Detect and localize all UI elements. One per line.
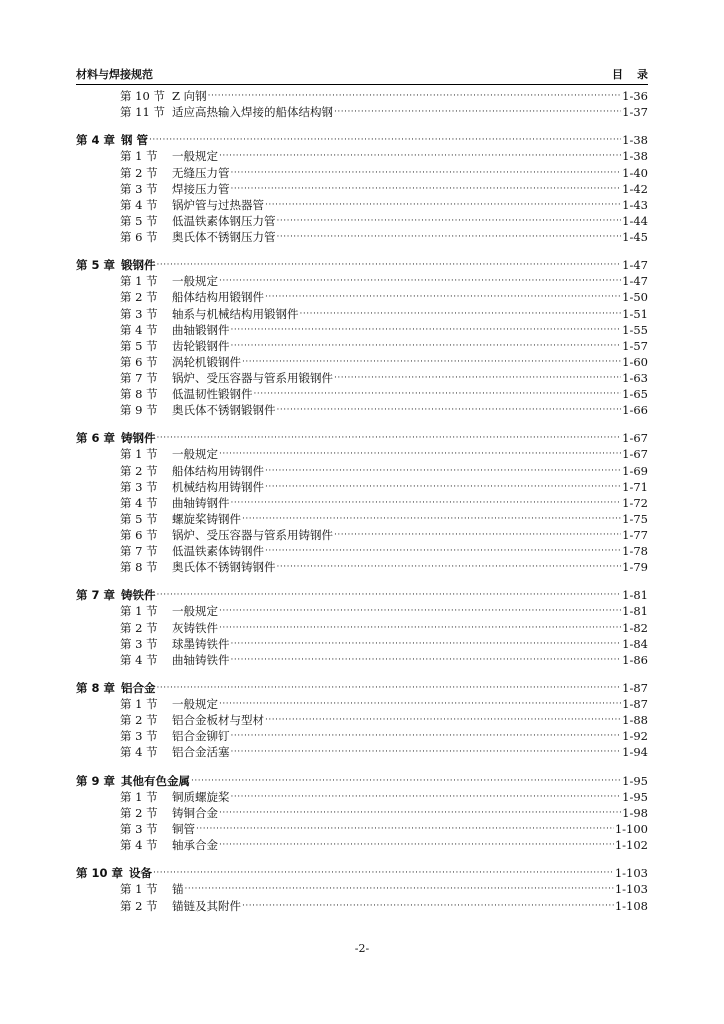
section-number: 第 2 节 [120,805,158,820]
leader-dots [157,587,622,603]
chapter-number: 第 5 章 [76,258,116,273]
section-page: 1-40 [622,165,648,180]
section-title: 一般规定 [172,697,218,712]
section-number: 第 1 节 [120,447,158,462]
toc-section-entry[interactable] [76,148,648,164]
chapter-number: 第 10 章 [76,866,124,881]
section-page: 1-57 [622,338,648,353]
section-number: 第 4 节 [120,322,158,337]
section-title: 无缝压力管 [172,165,230,180]
section-page: 1-37 [622,105,648,120]
section-page: 1-78 [622,544,648,558]
section-number: 第 3 节 [120,479,158,494]
section-number: 第 4 节 [120,652,158,667]
document-title: 材料与焊接规范 [76,68,153,81]
leader-dots [157,430,622,446]
leader-dots [219,620,621,636]
toc-section-entry[interactable] [76,696,648,712]
section-title: 灰铸铁件 [172,620,218,635]
toc-section-entry[interactable] [76,306,648,322]
toc-section-entry[interactable] [76,181,648,197]
toc-section-entry[interactable] [76,322,648,338]
section-page: 1-98 [622,805,648,820]
leader-dots [219,273,621,289]
toc-section-entry[interactable] [76,652,648,668]
toc-section-entry[interactable] [76,88,648,104]
section-number: 第 7 节 [120,544,158,558]
section-number: 第 10 节 [120,89,165,103]
section-page: 1-67 [622,447,648,462]
toc-chapter-entry[interactable] [76,257,648,273]
section-title: 曲轴铸铁件 [172,652,230,667]
section-title: 涡轮机锻钢件 [172,354,241,369]
leader-dots [157,680,622,696]
toc-chapter-entry[interactable] [76,132,648,148]
section-title: 低温韧性锻钢件 [172,386,253,401]
toc-section-entry[interactable] [76,495,648,511]
leader-dots [265,463,621,479]
section-page: 1-92 [622,729,648,744]
toc-chapter-entry[interactable] [76,773,648,789]
section-title: 船体结构用铸钢件 [172,463,264,478]
section-page: 1-79 [622,560,648,575]
section-number: 第 3 节 [120,181,158,196]
section-page: 1-38 [622,149,648,164]
section-page: 1-69 [622,463,648,478]
leader-dots [242,898,614,914]
section-page: 1-77 [622,527,648,542]
section-title: 轴系与机械结构用锻钢件 [172,306,299,321]
section-number: 第 2 节 [120,898,158,913]
chapter-title: 钢 管 [121,133,149,148]
leader-dots [265,543,621,559]
leader-dots [231,322,622,338]
section-title: 锅炉、受压容器与管系用铸钢件 [172,527,333,542]
toc-section-entry[interactable] [76,543,648,559]
toc-section-entry[interactable] [76,165,648,181]
section-number: 第 9 节 [120,403,158,418]
page-header [76,66,662,85]
leader-dots [242,511,621,527]
leader-dots [219,696,621,712]
toc-section-entry[interactable] [76,354,648,370]
section-page: 1-60 [622,354,648,369]
section-title: 奥氏体不锈钢锻钢件 [172,403,276,418]
section-number: 第 11 节 [120,105,165,120]
group-spacer [76,418,648,430]
section-number: 第 2 节 [120,290,158,305]
leader-dots [254,386,622,402]
toc-section-entry[interactable] [76,463,648,479]
section-title: 机械结构用铸钢件 [172,479,264,494]
section-title: 球墨铸铁件 [172,636,230,651]
leader-dots [219,805,621,821]
section-title: 一般规定 [172,274,218,289]
section-number: 第 5 节 [120,213,158,228]
leader-dots [277,229,622,245]
section-number: 第 2 节 [120,463,158,478]
section-page: 1-47 [622,274,648,289]
toc-section-entry[interactable] [76,620,648,636]
leader-dots [219,837,614,853]
toc-section-entry[interactable] [76,712,648,728]
group-spacer [76,575,648,587]
chapter-page: 1-67 [622,431,648,446]
toc-chapter-entry[interactable] [76,587,648,603]
group-spacer [76,245,648,257]
toc-section-entry[interactable] [76,881,648,897]
toc-section-entry[interactable] [76,805,648,821]
chapter-number: 第 9 章 [76,773,116,788]
section-title: 齿轮锻钢件 [172,338,230,353]
section-title: 铜管 [172,821,195,836]
leader-dots [242,354,621,370]
section-title: 曲轴锻钢件 [172,322,230,337]
section-page: 1-108 [614,898,648,913]
section-number: 第 6 节 [120,354,158,369]
section-page: 1-103 [614,882,648,897]
section-page: 1-50 [622,290,648,305]
section-number: 第 4 节 [120,745,158,760]
section-title: 铝合金活塞 [172,745,230,760]
leader-dots [219,603,621,619]
section-page: 1-63 [622,370,648,385]
section-page: 1-42 [622,181,648,196]
section-title: 锚链及其附件 [172,898,241,913]
leader-dots [231,652,622,668]
section-number: 第 1 节 [120,697,158,712]
section-title: 适应高热输入焊接的船体结构钢 [172,105,333,120]
toc-section-entry[interactable] [76,636,648,652]
leader-dots [265,289,621,305]
toc-section-entry[interactable] [76,213,648,229]
section-number: 第 5 节 [120,511,158,526]
leader-dots [334,370,621,386]
chapter-number: 第 4 章 [76,133,116,148]
leader-dots [334,104,621,120]
section-title: 锅炉、受压容器与管系用锻钢件 [172,370,333,385]
leader-dots [231,744,622,760]
toc-section-entry[interactable] [76,289,648,305]
section-page: 1-55 [622,322,648,337]
section-page: 1-72 [622,495,648,510]
leader-dots [231,165,622,181]
toc-section-entry[interactable] [76,446,648,462]
chapter-number: 第 7 章 [76,588,116,603]
leader-dots [231,636,622,652]
section-page: 1-87 [622,697,648,712]
section-title: 螺旋桨铸钢件 [172,511,241,526]
section-title: 焊接压力管 [172,181,230,196]
leader-dots [219,148,621,164]
leader-dots [185,881,614,897]
leader-dots [196,821,614,837]
section-title: 低温铁素体铸钢件 [172,544,264,558]
section-title: 轴承合金 [172,838,218,853]
section-title: 船体结构用锻钢件 [172,290,264,305]
section-number: 第 5 节 [120,338,158,353]
chapter-title: 铝合金 [121,681,156,696]
leader-dots [265,712,621,728]
chapter-page: 1-38 [622,133,648,148]
section-page: 1-71 [622,479,648,494]
chapter-page: 1-95 [622,773,648,788]
leader-dots [334,527,621,543]
chapter-page: 1-47 [622,258,648,273]
section-title: 铝合金铆钉 [172,729,230,744]
chapter-number: 第 6 章 [76,431,116,446]
toc-section-entry[interactable] [76,402,648,418]
section-number: 第 3 节 [120,729,158,744]
section-page: 1-66 [622,403,648,418]
group-spacer [76,761,648,773]
toc-section-entry[interactable] [76,479,648,495]
toc-section-entry[interactable] [76,821,648,837]
toc-section-entry[interactable] [76,559,648,575]
toc-section-entry[interactable] [76,273,648,289]
section-number: 第 1 节 [120,149,158,164]
leader-dots [231,495,622,511]
toc-section-entry[interactable] [76,837,648,853]
section-page: 1-65 [622,386,648,401]
table-of-contents [76,88,648,914]
leader-dots [277,213,622,229]
section-title: Z 向钢 [172,89,207,103]
toc-chapter-entry[interactable] [76,430,648,446]
leader-dots [277,402,622,418]
section-title: 一般规定 [172,604,218,619]
section-title: 低温铁素体钢压力管 [172,213,276,228]
toc-chapter-entry[interactable] [76,680,648,696]
section-page: 1-51 [622,306,648,321]
section-title: 铸铜合金 [172,805,218,820]
toc-section-entry[interactable] [76,104,648,120]
section-page: 1-81 [622,604,648,619]
leader-dots [231,181,622,197]
toc-section-entry[interactable] [76,744,648,760]
leader-dots [191,773,621,789]
chapter-title: 设备 [129,866,153,881]
section-number: 第 1 节 [120,274,158,289]
section-page: 1-94 [622,745,648,760]
section-number: 第 2 节 [120,713,158,728]
toc-section-entry[interactable] [76,898,648,914]
chapter-title: 锻钢件 [121,258,156,273]
leader-dots [265,197,621,213]
toc-section-entry[interactable] [76,386,648,402]
leader-dots [231,789,622,805]
section-number: 第 6 节 [120,527,158,542]
section-title: 曲轴铸钢件 [172,495,230,510]
section-title: 一般规定 [172,149,218,164]
section-page: 1-75 [622,511,648,526]
section-number: 第 7 节 [120,370,158,385]
section-number: 第 3 节 [120,306,158,321]
section-title: 锅炉管与过热器管 [172,197,264,212]
chapter-page: 1-81 [622,588,648,603]
section-page: 1-86 [622,652,648,667]
toc-section-entry[interactable] [76,370,648,386]
section-page: 1-43 [622,197,648,212]
toc-section-entry[interactable] [76,527,648,543]
section-number: 第 2 节 [120,620,158,635]
section-title: 奥氏体不锈钢铸钢件 [172,560,276,575]
chapter-number: 第 8 章 [76,681,116,696]
section-number: 第 8 节 [120,386,158,401]
section-number: 第 4 节 [120,838,158,853]
chapter-title: 其他有色金属 [121,773,191,788]
section-page: 1-100 [614,821,648,836]
section-number: 第 8 节 [120,560,158,575]
section-page: 1-102 [614,838,648,853]
chapter-page: 1-103 [614,866,648,881]
section-page: 1-44 [622,213,648,228]
toc-section-entry[interactable] [76,603,648,619]
section-number: 第 3 节 [120,636,158,651]
section-title: 铝合金板材与型材 [172,713,264,728]
group-spacer [76,668,648,680]
leader-dots [265,479,621,495]
section-number: 第 2 节 [120,165,158,180]
section-label: 目录 [612,68,662,81]
section-number: 第 4 节 [120,197,158,212]
toc-section-entry[interactable] [76,789,648,805]
section-number: 第 4 节 [120,495,158,510]
section-number: 第 1 节 [120,604,158,619]
section-page: 1-88 [622,713,648,728]
leader-dots [157,257,622,273]
leader-dots [300,306,622,322]
section-number: 第 1 节 [120,882,158,897]
chapter-title: 铸铁件 [121,588,156,603]
chapter-page: 1-87 [622,681,648,696]
toc-chapter-entry[interactable] [76,865,648,881]
toc-section-entry[interactable] [76,728,648,744]
leader-dots [208,88,622,104]
section-title: 一般规定 [172,447,218,462]
toc-section-entry[interactable] [76,229,648,245]
section-title: 铜质螺旋桨 [172,789,230,804]
section-number: 第 1 节 [120,789,158,804]
leader-dots [231,728,622,744]
toc-section-entry[interactable] [76,511,648,527]
section-title: 奥氏体不锈钢压力管 [172,229,276,244]
leader-dots [149,132,621,148]
section-page: 1-36 [622,89,648,103]
section-page: 1-95 [622,789,648,804]
leader-dots [153,865,614,881]
group-spacer [76,853,648,865]
section-page: 1-82 [622,620,648,635]
page-number: -2- [354,942,370,955]
leader-dots [231,338,622,354]
section-page: 1-84 [622,636,648,651]
leader-dots [277,559,622,575]
section-page: 1-45 [622,229,648,244]
section-number: 第 6 节 [120,229,158,244]
section-title: 锚 [172,882,184,897]
leader-dots [219,446,621,462]
group-spacer [76,120,648,132]
toc-section-entry[interactable] [76,197,648,213]
toc-section-entry[interactable] [76,338,648,354]
section-number: 第 3 节 [120,821,158,836]
chapter-title: 铸钢件 [121,431,156,446]
